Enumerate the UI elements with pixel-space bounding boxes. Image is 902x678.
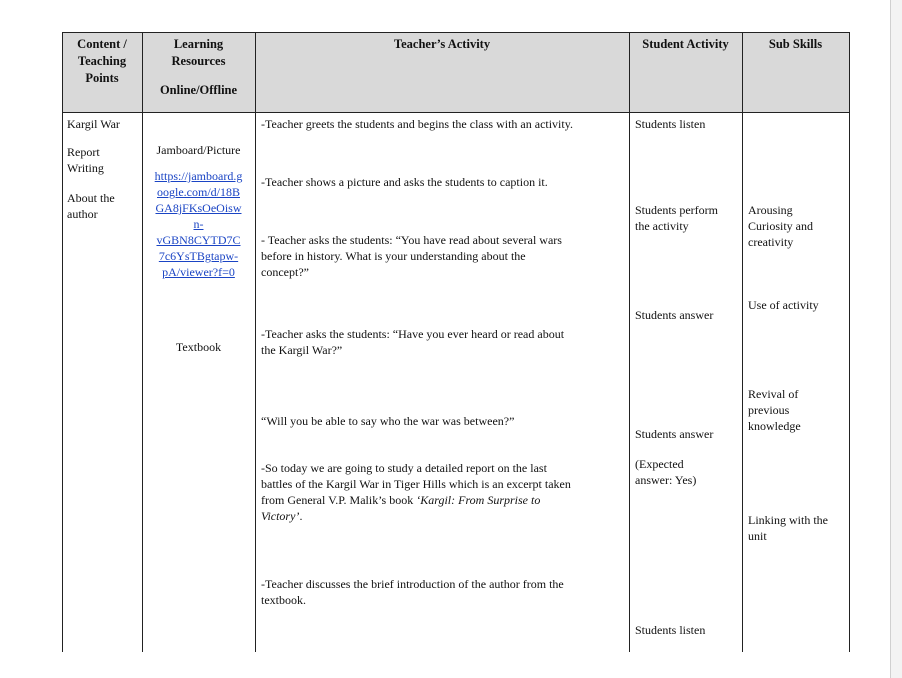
jamboard-link-line[interactable]: 7c6YsTBgtapw- xyxy=(158,249,239,263)
grid-line xyxy=(629,32,630,652)
jamboard-link-line[interactable]: vGBN8CYTD7C xyxy=(156,233,241,247)
teacher-activity-author-intro: -Teacher discusses the brief introduction of the author from the textbook. xyxy=(261,577,564,607)
grid-line xyxy=(62,112,850,113)
teacher-activity-greet: -Teacher greets the students and begins the class with an activity. xyxy=(261,117,573,131)
student-activity-answer: Students answer xyxy=(635,308,714,322)
jamboard-link-line[interactable]: oogle.com/d/18B xyxy=(157,185,240,199)
teacher-activity-report-intro: -So today we are going to study a detailed report on the last battles of the Kargil War in Tiger Hills which is an excerpt taken from General V.P. Malik’s book ‘Kargil: From Surprise to Victory’. xyxy=(261,461,571,523)
teacher-activity-wars-question: - Teacher asks the students: “You have read about several wars before in history. What is your understanding about the concept?” xyxy=(261,233,562,279)
grid-line xyxy=(255,32,256,652)
subskill-use-of-activity: Use of activity xyxy=(748,298,819,312)
header-learning-resources: Learning Resources Online/Offline xyxy=(159,37,238,97)
content-about-author: About the author xyxy=(67,191,115,221)
lesson-plan-table xyxy=(62,32,850,652)
page-edge xyxy=(890,0,902,678)
jamboard-link-line[interactable]: n- xyxy=(193,217,204,231)
resource-textbook: Textbook xyxy=(175,340,222,354)
student-activity-listen: Students listen xyxy=(635,117,706,131)
header-sub-skills: Sub Skills xyxy=(768,37,823,51)
student-activity-listen: Students listen xyxy=(635,623,706,637)
jamboard-link-line[interactable]: GA8jFKsOeOisw xyxy=(155,201,242,215)
subskill-arousing-curiosity: Arousing Curiosity and creativity xyxy=(748,203,813,249)
teacher-activity-kargil-question: -Teacher asks the students: “Have you ever heard or read about the Kargil War?” xyxy=(261,327,565,357)
resource-jamboard: Jamboard/Picture xyxy=(156,143,241,157)
jamboard-link-line[interactable]: https://jamboard.g xyxy=(154,169,243,183)
student-activity-answer: Students answer xyxy=(635,427,714,441)
grid-line xyxy=(849,32,850,652)
subskill-linking-unit: Linking with the unit xyxy=(748,513,828,543)
jamboard-link-line[interactable]: pA/viewer?f=0 xyxy=(162,265,235,279)
content-kargil-war: Kargil War xyxy=(67,117,120,131)
content-report-writing: Report Writing xyxy=(67,145,104,175)
header-student-activity: Student Activity xyxy=(642,37,729,51)
subskill-revival-knowledge: Revival of previous knowledge xyxy=(748,387,801,433)
student-activity-expected-answer: (Expected answer: Yes) xyxy=(635,457,697,487)
header-content-teaching-points: Content / Teaching Points xyxy=(77,37,127,85)
teacher-activity-picture: -Teacher shows a picture and asks the students to caption it. xyxy=(261,175,548,189)
jamboard-link[interactable] xyxy=(142,168,255,280)
grid-line xyxy=(742,32,743,652)
student-activity-perform: Students perform the activity xyxy=(635,203,718,233)
grid-line xyxy=(62,32,63,652)
grid-line xyxy=(62,32,850,33)
header-teacher-activity: Teacher’s Activity xyxy=(393,37,491,51)
teacher-activity-war-between: “Will you be able to say who the war was between?” xyxy=(261,414,515,428)
